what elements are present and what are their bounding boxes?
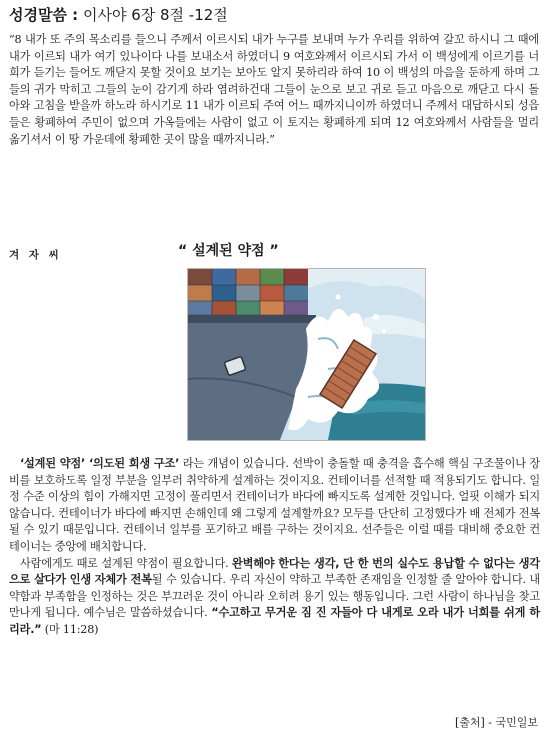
article-body	[9, 456, 540, 639]
article-paragraph-2	[9, 556, 540, 639]
ship-illustration-art	[188, 269, 425, 440]
section-label: 겨 자 씨	[9, 249, 62, 261]
article-paragraph-2-text: 될 수 있습니다. 우리 자신이 약하고 부족한 존재임을 인정할 줄 알아야 합니다. 내 약함과 부족함을 인정하는 것은 부끄러운 것이 아니라 오히려 용기 있는 행동입니다. 그런 사람이 하나님을 찾고 만나게 됩니다. 예수님은 말씀하셨습니다.	[9, 573, 540, 620]
ship-illustration	[187, 268, 426, 441]
scripture-heading	[9, 4, 228, 25]
scripture-reference: 이사야 6장 8절 -12절	[82, 6, 228, 24]
source-credit: [출처] - 국민일보	[454, 716, 538, 729]
article-key-terms: ‘설계된 약점’ ‘의도된 희생 구조’	[20, 457, 180, 470]
article-emphasis: 완벽해야 한다는 생각, 단 한 번의 실수도 용납할 수 없다는 생각으로 살다가 인생 자체가 전복	[9, 556, 540, 587]
scripture-label: 성경말씀 :	[9, 6, 79, 24]
container-stack	[188, 269, 308, 315]
scripture-text: “8 내가 또 주의 목소리를 들으니 주께서 이르시되 내가 누구를 보내며 누가 우리를 위하여 갈꼬 하시니 그 때에 내가 이르되 내가 여기 있나이다 나를 보내소서 하였더니 9 여호와께서 이르시되 가서 이 백성에게 이르기를 너희가 듣기는 들어도 깨닫지 못할 것이요 보기는 보아도 알지 못하리라 하여 10 이 백성의 마음을 둔하게 하며 그들의 귀가 막히고 그들의 눈이 감기게 하라 염려하건대 그들이 눈으로 보고 귀로 듣고 마음으로 깨닫고 다시 돌아와 고침을 받을까 하노라 하시기로 11 내가 이르되 주여 어느 때까지니이까 하였더니 주께서 대답하시되 성읍들은 황폐하여 주민이 없으며 가옥들에는 사람이 없고 이 토지는 황폐하게 되며 12 여호와께서 사람들을 멀리 옮기셔서 이 땅 가운데에 황폐한 곳이 많을 때까지니라.”	[9, 33, 539, 146]
article-title: “ 설계된 약점 ”	[178, 243, 279, 259]
article-paragraph-1	[9, 456, 540, 556]
article-paragraph-2-intro: 사람에게도 때로 설계된 약점이 필요합니다.	[20, 556, 232, 570]
bible-quote-reference: (마 11:28)	[41, 622, 99, 636]
bible-quote: “수고하고 무거운 짐 진 자들아 다 내게로 오라 내가 너희를 쉬게 하리라.”	[9, 606, 540, 636]
article-paragraph-1-text: 라는 개념이 있습니다. 선박이 충돌할 때 충격을 흡수해 핵심 구조물이나 장비를 보호하도록 일정 부분을 일부러 취약하게 설계하는 것이지요. 컨테이너를 선적할 때 적용되기도 합니다. 일정 수준 이상의 힘이 가해지면 고정이 풀리면서 컨테이너가 바다에 빠지도록 설계한 것입니다. 얼핏 이해가 되지 않습니다. 컨테이너가 바다에 빠지면 손해인데 왜 그렇게 설계할까요? 모두를 단단히 고정했다가 배 전체가 전복될 수 있기 때문입니다. 컨테이너 일부를 포기하고 배를 구하는 것이지요. 선주들은 이럴 때를 대비해 중요한 컨테이너는 중앙에 배치합니다.	[9, 457, 541, 553]
